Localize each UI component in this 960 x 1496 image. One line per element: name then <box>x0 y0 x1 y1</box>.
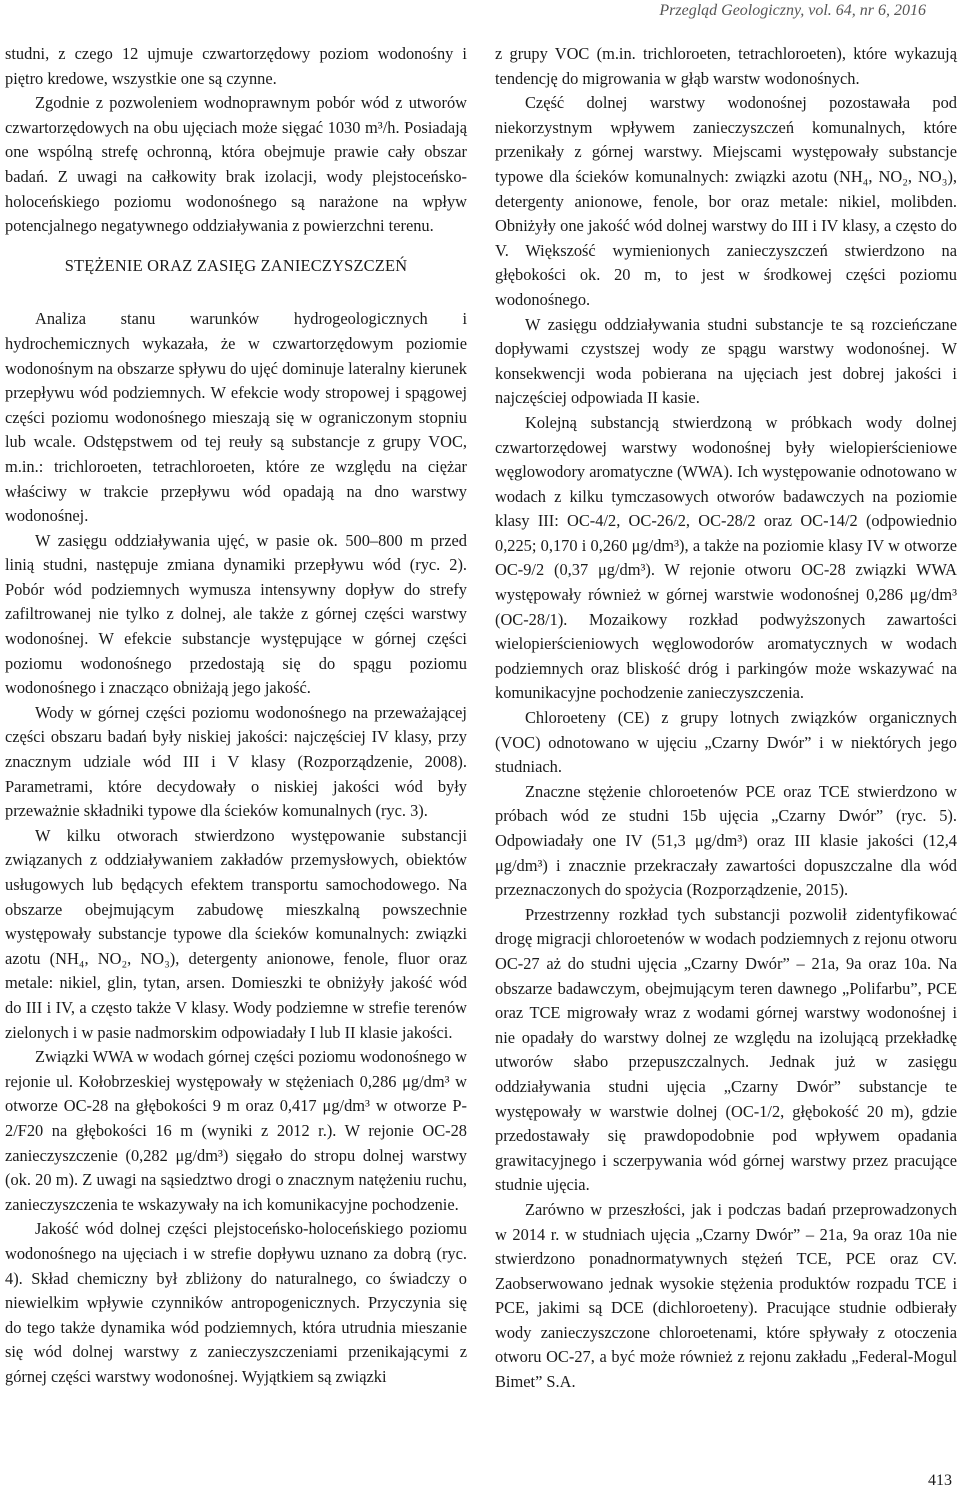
left-column <box>5 42 467 1389</box>
paragraph: studni, z czego 12 ujmuje czwartorzędowy poziom wodonośny i piętro kredowe, wszystkie one są czynne. <box>5 44 467 88</box>
page-number: 413 <box>928 1472 952 1489</box>
paragraph: Analiza stanu warunków hydrogeologicznych i hydrochemicznych wykazała, że w czwartorzędowym poziomie wodonośnym na obszarze spływu do ujęć dominuje lateralny kierunek przepływu wód podziemnych. W efekcie wody stropowej i spągowej części poziomu wodonośnego mieszają się w ograniczonym stopniu lub wcale. Odstępstwem od tej reuły są substancje z grupy VOC, m.in.: trichloroeten, tetrachloroeten, które ze względu na ciężar właściwy w trakcie przepływu wód opadają na dno warstwy wodonośnej. <box>5 309 467 526</box>
paragraph: Znaczne stężenie chloroetenów PCE oraz TCE stwierdzono w próbach wód ze studni 15b ujęcia „Czarny Dwór” (ryc. 5). Odpowiadały one IV (51,3 μg/dm³) oraz III klasie jakości (12,4 μg/dm³) i znacznie przekraczały zawartości dopuszczalne dla wód przeznaczonych do spożycia (Rozporządzenie, 2015). <box>495 781 957 900</box>
paragraph: Zgodnie z pozwoleniem wodnoprawnym pobór wód z utworów czwartorzędowych na obu ujęciach może sięgać 1030 m³/h. Posiadają one wspólną strefę ochronną, która obejmuje prawie cały obszar badań. Z uwagi na całkowity brak izolacji, wody plejstoceńsko-holoceńskiego poziomu wodonośnego są narażone na wpływ potencjalnego negatywnego oddziaływania z powierzchni terenu. <box>5 93 467 236</box>
paragraph: Zarówno w przeszłości, jak i podczas badań przeprowadzonych w 2014 r. w studniach ujęcia „Czarny Dwór” – 21a, 9a oraz 10a nie stwierdzono ponadnormatywnych stężeń TCE, PCE oraz CV. Zaobserwowano jednak wysokie stężenia produktów rozpadu TCE i PCE, jakimi są DCE (dichloroeteny). Pracujące studnie odbierały wody zanieczyszczone chloroetenami, które spływały z otoczenia otworu OC-27, a być może również z rejonu zakładu „Federal-Mogul Bimet” S.A. <box>495 1199 957 1392</box>
paragraph: Wody w górnej części poziomu wodonośnego na przeważającej części obszaru badań były niskiej jakości: najczęściej IV klasy, przy znacznym udziale wód III i V klasy (Rozporządzenie, 2008). Parametrami, które decydowały o niskiej jakości wód były przeważnie składniki typowe dla ścieków komunalnych (ryc. 3). <box>5 702 467 821</box>
paragraph: Chloroeteny (CE) z grupy lotnych związków organicznych (VOC) odnotowano w ujęciu „Czarny Dwór” i w niektórych jego studniach. <box>495 708 957 777</box>
paragraph: Związki WWA w wodach górnej części poziomu wodonośnego w rejonie ul. Kołobrzeskiej występowały w stężeniach 0,286 μg/dm³ w otworze OC-28 na głębokości 9 m oraz 0,417 μg/dm³ w otworze P-2/F20 na głębokości 16 m (wyniki z 2012 r.). W rejonie OC-28 zanieczyszczenie (0,282 μg/dm³) sięgało do stropu dolnej warstwy (ok. 20 m). Z uwagi na sąsiedztwo drogi o znacznym natężeniu ruchu, zanieczyszczenia te wskazywały na ich komunikacyjne pochodzenie. <box>5 1047 467 1214</box>
paragraph: z grupy VOC (m.in. trichloroeten, tetrachloroeten), które wykazują tendencję do migrowania w głąb warstw wodonośnych. <box>495 44 957 88</box>
section-heading: STĘŻENIE ORAZ ZASIĘG ZANIECZYSZCZEŃ <box>64 255 408 275</box>
paragraph: W kilku otworach stwierdzono występowanie substancji związanych z oddziaływaniem zakładów przemysłowych, obiektów usługowych lub będących efektem transportu samochodowego. Na obszarze obejmującym zabudowę mieszkalną powszechnie występowały substancje typowe dla ścieków komunalnych: związki azotu (NH₄, NO₂, NO₃), detergenty anionowe, fenole, fluor oraz metale: nikiel, glin, tytan, arsen. Domieszki te obniżyły jakość wód do III i IV, a często także V klasy. Wody podziemne w strefie terenów zielonych i w pasie nadmorskim odpowiadały I lub II klasie jakości. <box>5 825 467 1042</box>
paragraph: W zasięgu oddziaływania ujęć, w pasie ok. 500–800 m przed linią studni, następuje zmiana dynamiki przepływu wód (ryc. 2). Pobór wód podziemnych wymusza intensywny dopływ do strefy zafiltrowanej nie tylko z dolnej, ale także z górnej części warstwy wodonośnej. W efekcie substancje występujące w górnej części poziomu wodonośnego przedostają się do spągu poziomu wodonośnego i znacząco obniżają jego jakość. <box>5 530 467 698</box>
paragraph: Jakość wód dolnej części plejstoceńsko-holoceńskiego poziomu wodonośnego na ujęciach i w strefie dopływu uznano za dobrą (ryc. 4). Skład chemiczny był zbliżony do naturalnego, co świadczy o niewielkim wpływie czynników antropogenicznych. Przyczynia się do tego także dynamika wód podziemnych, która utrudnia mieszanie się wód dolnej warstwy z zanieczyszczeniami przenikającymi z górnej części warstwy wodonośnej. Wyjątkiem są związki <box>5 1219 467 1386</box>
paragraph: W zasięgu oddziaływania studni substancje te są rozcieńczane dopływami czystszej wody ze spągu warstwy wodonośnej. W konsekwencji woda pobierana na ujęciach jest dobrej jakości i najczęściej odpowiada II kasie. <box>495 314 957 408</box>
right-column <box>495 42 957 1395</box>
paragraph: Kolejną substancją stwierdzoną w próbkach wody dolnej czwartorzędowej warstwy wodonośnej były wielopierścieniowe węglowodory aromatyczne (WWA). Ich występowanie odnotowano w wodach z kilku tymczasowych otworów badawczych na poziomie klasy III: OC-4/2, OC-26/2, OC-28/2 oraz OC-14/2 (odpowiednio 0,225; 0,170 i 0,260 μg/dm³), a także na poziomie klasy IV w otworze OC-9/2 (0,37 μg/dm³). W rejonie otworu OC-28 związki WWA występowały również w górnej warstwie wodonośnej 0,286 μg/dm³ (OC-28/1). Mozaikowy rozkład podwyższonych zawartości wielopierścieniowych węglowodorów aromatycznych w wodach podziemnych oraz bliskość dróg i parkingów może wskazywać na komunikacyjne pochodzenie zanieczyszczenia. <box>495 412 957 703</box>
paragraph: Przestrzenny rozkład tych substancji pozwolił zidentyfikować drogę migracji chloroetenów w wodach podziemnych z rejonu otworu OC-27 aż do studni ujęcia „Czarny Dwór” – 21a, 9a oraz 10a. Na obszarze badawczym, obejmującym teren dawnego „Polifarbu”, PCE oraz TCE migrowały wraz z wodami górnej warstwy wodonośnej i nie opadały do warstwy dolnej ze względu na izolującą przekładkę utworów słabo przepuszczalnych. Jednak już w zasięgu oddziaływania studni ujęcia „Czarny Dwór” substancje te występowały w warstwie dolnej (OC-1/2, głębokość 20 m), gdzie przedostawały się prawdopodobnie pod wpływem opadania grawitacyjnego i sczerpywania wód górnej warstwy przez pracujące studnie ujęcia. <box>495 904 957 1195</box>
paragraph: Część dolnej warstwy wodonośnej pozostawała pod niekorzystnym wpływem zanieczyszczeń komunalnych, które przenikały z górnej warstwy. Miejscami występowały substancje typowe dla ścieków komunalnych: związki azotu (NH₄, NO₂, NO₃), detergenty anionowe, fenole, bor oraz metale: nikiel, molibden. Obniżyły one jakość wód dolnej warstwy do III i IV klasy, a często do V. Większość wymienionych zanieczyszczeń stwierdzono na głębokości ok. 20 m, to jest w środkowej części poziomu wodonośnego. <box>495 93 957 309</box>
running-head: Przegląd Geologiczny, vol. 64, nr 6, 2016 <box>659 2 926 19</box>
